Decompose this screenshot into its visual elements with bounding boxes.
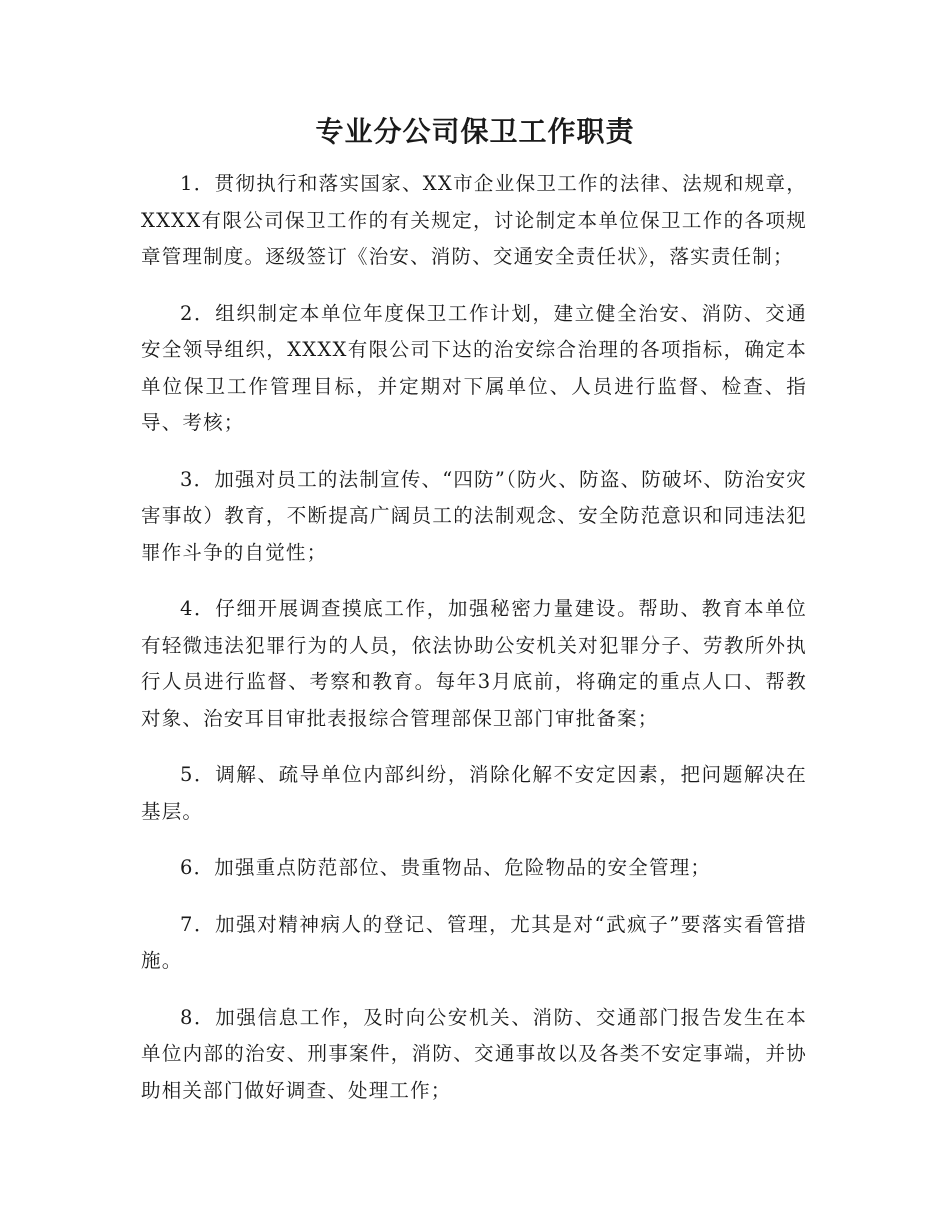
- paragraph-4: 4．仔细开展调查摸底工作，加强秘密力量建设。帮助、教育本单位有轻微违法犯罪行为的人员，依法协助公安机关对犯罪分子、劳教所外执行人员进行监督、考察和教育。每年3月底前，将确定的重点人口、帮教对象、治安耳目审批表报综合管理部保卫部门审批备案；: [141, 597, 807, 730]
- paragraph-1: 1．贯彻执行和落实国家、XX市企业保卫工作的法律、法规和规章，XXXX有限公司保卫工作的有关规定，讨论制定本单位保卫工作的各项规章管理制度。逐级签订《治安、消防、交通安全责任状》，落实责任制；: [141, 172, 807, 268]
- document-title: 专业分公司保卫工作职责: [315, 115, 635, 148]
- paragraph-5: 5．调解、疏导单位内部纠纷，消除化解不安定因素，把问题解决在基层。: [141, 763, 807, 823]
- paragraph-7: 7．加强对精神病人的登记、管理，尤其是对“武疯子”要落实看管措施。: [141, 912, 807, 972]
- paragraph-6: 6．加强重点防范部位、贵重物品、危险物品的安全管理；: [180, 856, 712, 879]
- paragraph-2: 2．组织制定本单位年度保卫工作计划，建立健全治安、消防、交通安全领导组织，XXXX有限公司下达的治安综合治理的各项指标，确定本单位保卫工作管理目标，并定期对下属单位、人员进行监督、检查、指导、考核；: [141, 301, 807, 434]
- document-body: [141, 166, 807, 1129]
- paragraph-3: 3．加强对员工的法制宣传、“四防”（防火、防盗、防破坏、防治安灾害事故）教育，不断提高广阔员工的法制观念、安全防范意识和同违法犯罪作斗争的自觉性；: [141, 467, 807, 564]
- paragraph-8: 8．加强信息工作，及时向公安机关、消防、交通部门报告发生在本单位内部的治安、刑事案件，消防、交通事故以及各类不安定事端，并协助相关部门做好调查、处理工作；: [141, 1005, 807, 1102]
